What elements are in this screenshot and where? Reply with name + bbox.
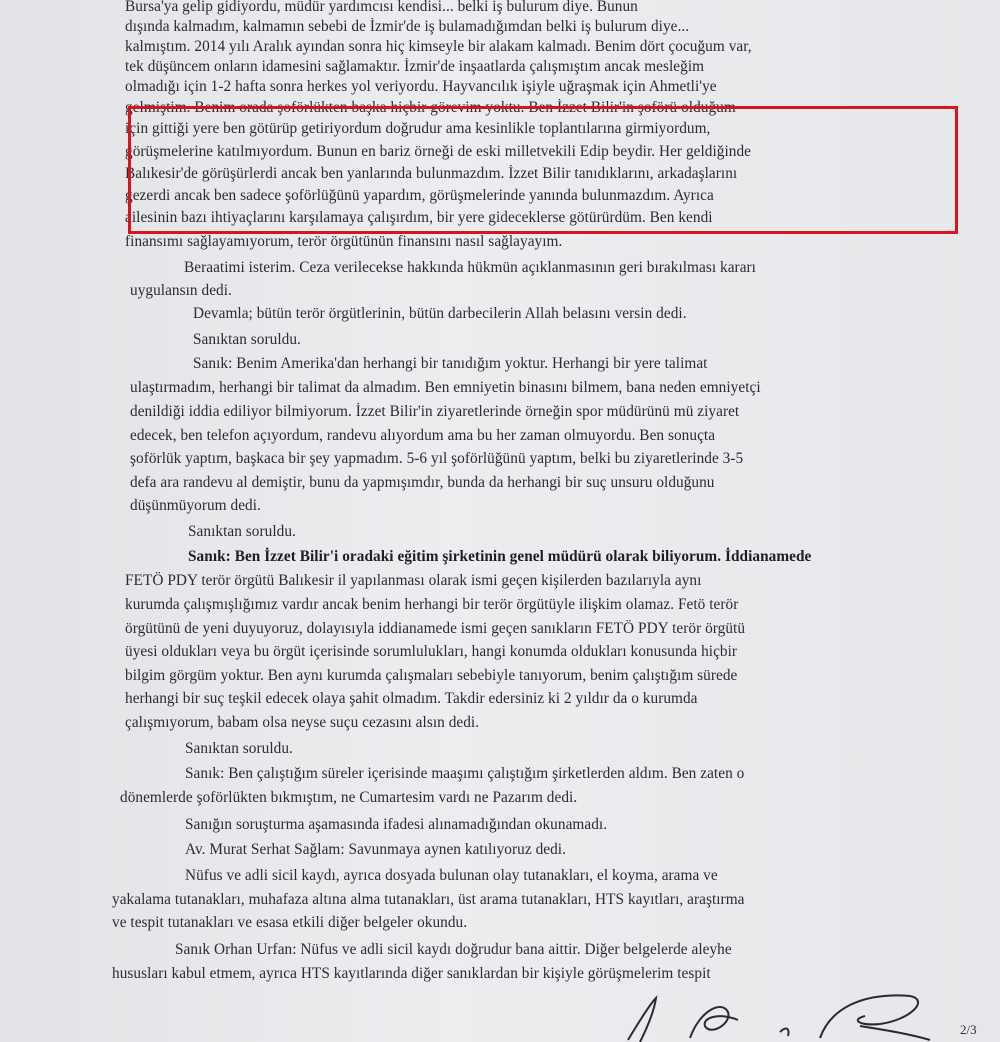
text-line: finansımı sağlayamıyorum, terör örgütünün finansını nasıl sağlayayım.: [125, 233, 563, 250]
text-line: görüşmelerine katılmıyordum. Bunun en bariz örneği de eski milletvekili Edip beydir. Her geldiğinde: [125, 143, 752, 160]
text-line: olmadığı için 1-2 hafta sonra herkes yol veriyordu. Hayvancılık işiyle uğraşmak için Ahmetli'ye: [125, 78, 717, 95]
text-line: yakalama tutanakları, muhafaza altına alma tutanakları, üst arama tutanakları, HTS kayıtları, araştırma: [112, 891, 745, 908]
text-line: uygulansın dedi.: [130, 282, 232, 299]
text-line: kalmıştım. 2014 yılı Aralık ayından sonra hiç kimseyle bir alakam kalmadı. Benim dört çocuğum var,: [125, 38, 752, 55]
text-line: bilgim görgüm yoktur. Ben aynı kurumda çalışmaları sebebiyle tanıyorum, benim çalıştığım sürede: [125, 667, 738, 684]
handwritten-signature: [610, 990, 950, 1042]
text-line: şoförlük yaptım, başkaca bir şey yapmadım. 5-6 yıl şoförlüğünü yaptım, belki bu ziyaretlerinde 3-5: [130, 450, 744, 467]
text-line: edecek, ben telefon açıyordum, randevu alıyordum ama bu her zaman olmuyordu. Ben sonuçta: [130, 427, 716, 444]
text-line: kurumda çalışmışlığımız vardır ancak benim herhangi bir terör örgütüyle ilişkim olamaz. Fetö terör: [125, 596, 739, 613]
text-line: dışında kalmadım, kalmamın sebebi de İzmir'de iş bulamadığımdan belki iş bulurum diye...: [125, 18, 690, 35]
text-line: örgütünü de yeni duyuyoruz, dolayısıyla iddianamede ismi geçen sanıkların FETÖ PDY terör örgütü: [125, 620, 746, 637]
text-line: Sanık: Ben İzzet Bilir'i oradaki eğitim şirketinin genel müdürü olarak biliyorum. İddianamede: [188, 548, 812, 565]
red-highlight-box: [128, 106, 958, 234]
text-line: gezerdi ancak ben sadece şoförlüğünü yapardım, görüşmelerinde yanında bulunmazdım. Ayrıca: [125, 187, 714, 204]
text-line: düşünmüyorum dedi.: [130, 497, 261, 514]
text-line: Sanıktan soruldu.: [185, 740, 293, 757]
text-line: ve tespit tutanakları ve esasa etkili diğer belgeler okundu.: [112, 914, 468, 931]
text-line: Sanıktan soruldu.: [193, 331, 301, 348]
text-line: tek düşüncem onların idamesini sağlamaktır. İzmir'de inşaatlarda çalışmıştım ancak mesleğim: [125, 58, 705, 75]
text-line: Devamla; bütün terör örgütlerinin, bütün darbecilerin Allah belasını versin dedi.: [193, 305, 687, 322]
text-line: Beraatimi isterim. Ceza verilecekse hakkında hükmün açıklanmasının geri bırakılması kararı: [184, 259, 756, 276]
text-line: ailesinin bazı ihtiyaçlarını karşılamaya çalışırdım, bir yere gideceklerse götürürdüm. Ben kendi: [125, 209, 713, 226]
text-line: gelmiştim. Benim orada şoförlükten başka hiçbir görevim yoktu. Ben İzzet Bilir'in şoförü olduğum: [125, 99, 736, 116]
text-line: Sanık: Ben çalıştığım süreler içerisinde maaşımı çalıştığım şirketlerden aldım. Ben zaten o: [185, 765, 745, 782]
text-line: Sanık: Benim Amerika'dan herhangi bir tanıdığım yoktur. Herhangi bir yere talimat: [193, 355, 708, 372]
text-line: Sanıktan soruldu.: [188, 523, 296, 540]
text-line: ulaştırmadım, herhangi bir talimat da almadım. Ben emniyetin binasını bilmem, bana neden emniyetçi: [130, 379, 761, 396]
text-line: herhangi bir suç teşkil edecek olaya şahit olmadım. Takdir edersiniz ki 2 yıldır da o kurumda: [125, 690, 698, 707]
page-number: 2/3: [960, 1022, 977, 1037]
text-line: Av. Murat Serhat Sağlam: Savunmaya aynen katılıyoruz dedi.: [185, 841, 566, 858]
text-line: Bursa'ya gelip gidiyordu, müdür yardımcısı kendisi... belki iş bulurum diye. Bunun: [125, 0, 638, 15]
text-line: Nüfus ve adli sicil kaydı, ayrıca dosyada bulunan olay tutanakları, el koyma, arama ve: [185, 867, 718, 884]
text-line: Sanığın soruşturma aşamasında ifadesi alınamadığından okunamadı.: [185, 816, 608, 833]
text-line: Sanık Orhan Urfan: Nüfus ve adli sicil kaydı doğrudur bana aittir. Diğer belgelerde aleyhe: [175, 941, 732, 958]
text-line: FETÖ PDY terör örgütü Balıkesir il yapılanması olarak ismi geçen kişilerden bazılarıyla aynı: [125, 572, 702, 589]
text-line: çalışmıyorum, babam olsa neyse suçu cezasını alsın dedi.: [125, 714, 480, 731]
text-line: üyesi oldukları veya bu örgüt içerisinde sorumlulukları, hangi konumda oldukları konusunda hiçbir: [125, 643, 738, 660]
text-line: Balıkesir'de görüşürlerdi ancak ben yanlarında bulunmazdım. İzzet Bilir tanıdıklarını, arkadaşlarını: [125, 165, 738, 182]
text-line: denildiği iddia ediliyor bilmiyorum. İzzet Bilir'in ziyaretlerinde örneğin spor müdürünü mü ziyaret: [130, 403, 740, 420]
text-line: için gittiği yere ben götürüp getiriyordum doğrudur ama kesinlikle toplantılarına girmiyordum,: [125, 120, 711, 137]
text-line: defa ara randevu al demiştir, bunu da yapmışımdır, bunda da herhangi bir suç unsuru olduğunu: [130, 474, 715, 491]
text-line: dönemlerde şoförlükten bıkmıştım, ne Cumartesim vardı ne Pazarım dedi.: [120, 789, 578, 806]
text-line: hususları kabul etmem, ayrıca HTS kayıtlarında diğer sanıklardan bir kişiyle görüşmelerim tespit: [112, 965, 711, 982]
